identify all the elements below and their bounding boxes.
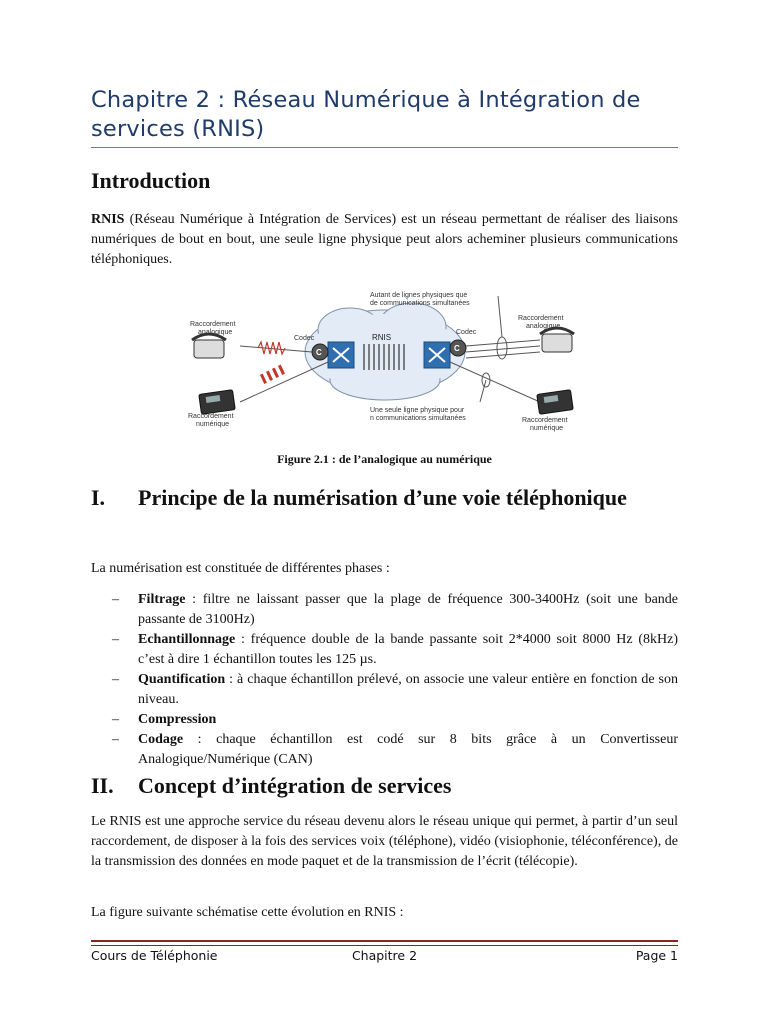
svg-text:C: C — [316, 348, 322, 357]
analog-signal-icon — [258, 342, 285, 354]
list-item: – Filtrage : filtre ne laissant passer que la plage de fréquence 300-3400Hz (soit une bande passante de 3100Hz) — [112, 592, 678, 627]
list-item-term: Filtrage — [138, 592, 186, 607]
digital-phone-left-icon — [199, 390, 235, 415]
section-2-heading — [0, 770, 768, 804]
list-item-term: Echantillonnage — [138, 632, 236, 647]
section-2-figure-intro: La figure suivante schématise cette évolution en RNIS : — [91, 905, 404, 920]
codec-left-icon — [312, 344, 328, 360]
switch-right — [424, 342, 450, 368]
list-item: – Codage : chaque échantillon est codé sur 8 bits grâce à un Convertisseur Analogique/Numérique (CAN) — [112, 732, 678, 767]
list-item-text: : chaque échantillon est codé sur 8 bits grâce à un Convertisseur Analogique/Numérique (CAN) — [138, 732, 678, 767]
fig-codec-left: Codec — [294, 335, 315, 342]
fig-codec-right: Codec — [456, 329, 477, 336]
list-item-text: : fréquence double de la bande passante soit 2*4000 soit 8000 Hz (8kHz) c’est à dire 1 échantillon toutes les 125 µs. — [138, 632, 678, 667]
list-item-text: : à chaque échantillon prélevé, on associe une valeur entière en fonction de son niveau. — [138, 672, 678, 707]
fig-raccord-analog-left: Raccordement analogique — [190, 321, 236, 336]
list-item-term: Codage — [138, 732, 184, 747]
introduction-text: (Réseau Numérique à Intégration de Services) est un réseau permettant de réaliser des liaisons numériques de bout en bout, une seule ligne physique peut alors acheminer plusieurs communications téléphoniques. — [91, 212, 678, 267]
section-2-paragraph: Le RNIS est une approche service du réseau devenu alors le réseau unique qui permet, à partir d’un seul raccordement, de disposer à la fois des services voix (téléphone), vidéo (visiophonie, téléconférence), de la transmission des données en mode paquet et de la transmission de l’écrit (télécopie). — [91, 814, 678, 869]
footer-chapter: Chapitre 2 — [351, 948, 418, 963]
list-item: – Echantillonnage : fréquence double de la bande passante soit 2*4000 soit 8000 Hz (8kHz) c’est à dire 1 échantillon toutes les 125 µs. — [112, 632, 678, 667]
chapter-title: Chapitre 2 : Réseau Numérique à Intégration de services (RNIS) — [91, 87, 641, 142]
section-1-intro: La numérisation est constituée de différentes phases : — [91, 561, 390, 576]
digital-phone-right-icon — [537, 390, 573, 415]
rnis-label: RNIS — [372, 333, 392, 342]
list-item-term: Compression — [138, 712, 217, 727]
digital-signal-icon — [260, 365, 285, 384]
list-item: – Compression — [112, 712, 217, 727]
section-2-title: Concept d’intégration de services — [138, 773, 452, 798]
section-1-number: I. — [91, 485, 106, 510]
section-1-title: Principe de la numérisation d’une voie téléphonique — [138, 485, 627, 510]
figure-caption: Figure 2.1 : de l’analogique au numérique — [277, 452, 492, 466]
footer-rule — [91, 940, 678, 942]
codec-right-icon — [450, 340, 466, 356]
footer-course: Cours de Téléphonie — [91, 948, 218, 963]
fig-raccord-num-right: Raccordement numérique — [522, 417, 568, 432]
list-item-text: : filtre ne laissant passer que la plage de fréquence 300-3400Hz (soit une bande passante de 3100Hz) — [138, 592, 678, 627]
fig-raccord-num-left: Raccordement numérique — [188, 413, 234, 428]
analog-phone-right-icon — [540, 328, 574, 352]
phases-list — [112, 590, 678, 770]
rnis-bold: RNIS — [91, 212, 125, 227]
section-1-heading — [0, 482, 768, 552]
section-2-number: II. — [91, 773, 114, 798]
rnis-diagram — [180, 282, 590, 442]
analog-phone-left-icon — [192, 334, 226, 358]
fig-bottom-note: Une seule ligne physique pour n communications simultanées — [370, 407, 466, 422]
title-rule — [91, 147, 678, 148]
svg-text:C: C — [454, 344, 460, 353]
switch-left — [328, 342, 354, 368]
introduction-paragraph — [91, 210, 678, 270]
list-item-term: Quantification — [138, 672, 226, 687]
fig-raccord-analog-right: Raccordement analogique — [518, 315, 564, 330]
introduction-heading: Introduction — [91, 168, 211, 193]
fig-top-note: Autant de lignes physiques que de communications simultanées — [370, 292, 470, 307]
footer-rule-thin — [91, 945, 678, 946]
footer-page-number: Page 1 — [635, 948, 678, 963]
list-item: – Quantification : à chaque échantillon prélevé, on associe une valeur entière en fonction de son niveau. — [112, 672, 678, 707]
